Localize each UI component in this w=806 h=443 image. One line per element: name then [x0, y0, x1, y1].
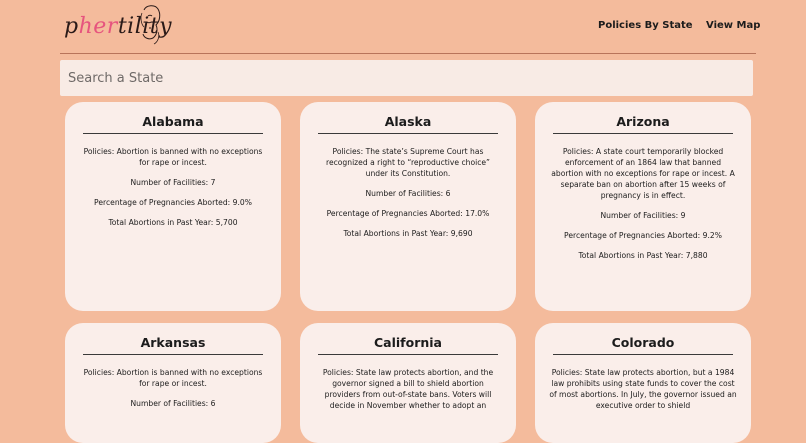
state-card-california[interactable]	[300, 323, 516, 443]
logo-wordmark: phertility	[64, 14, 173, 39]
state-name: Arizona	[553, 114, 733, 134]
facilities-row: Number of Facilities: 6	[365, 189, 451, 198]
state-name: California	[318, 335, 498, 355]
total-row: Total Abortions in Past Year: 5,700	[108, 218, 238, 227]
state-name: Alabama	[83, 114, 263, 134]
percentage-row: Percentage of Pregnancies Aborted: 17.0%	[326, 209, 490, 218]
state-card-alaska[interactable]	[300, 102, 516, 311]
facilities-row: Number of Facilities: 6	[130, 399, 216, 408]
state-card-arizona[interactable]	[535, 102, 751, 311]
woman-face-line-art-icon	[138, 4, 162, 46]
state-card-alabama[interactable]	[65, 102, 281, 311]
total-row: Total Abortions in Past Year: 7,880	[578, 251, 708, 260]
top-navigation-bar	[0, 0, 806, 54]
facilities-row: Number of Facilities: 7	[130, 178, 216, 187]
state-policy: Policies: A state court temporarily blocked enforcement of an 1864 law that banned abortion with no exceptions for rape or incest. A separate ban on abortion after 15 weeks of pregnancy is in effect.	[551, 147, 735, 200]
state-policy: Policies: Abortion is banned with no exceptions for rape or incest.	[83, 147, 263, 167]
state-policy: Policies: State law protects abortion, but a 1984 law prohibits using state funds to cover the cost of most abortions. In July, the governor issued an executive order to shield	[549, 368, 737, 410]
header-divider	[60, 53, 756, 54]
percentage-row: Percentage of Pregnancies Aborted: 9.2%	[564, 231, 722, 240]
state-name: Arkansas	[83, 335, 263, 355]
state-policy: Policies: The state’s Supreme Court has recognized a right to “reproductive choice” under its Constitution.	[325, 147, 490, 178]
state-card-arkansas[interactable]	[65, 323, 281, 443]
state-name: Colorado	[553, 335, 733, 355]
state-policy: Policies: State law protects abortion, and the governor signed a bill to shield abortion providers from out-of-state bans. Voters will decide in November whether to adopt an	[322, 368, 494, 410]
logo[interactable]	[62, 4, 173, 50]
total-row: Total Abortions in Past Year: 9,690	[343, 229, 473, 238]
percentage-row: Percentage of Pregnancies Aborted: 9.0%	[94, 198, 252, 207]
facilities-row: Number of Facilities: 9	[600, 211, 686, 220]
nav-policies-by-state[interactable]: Policies By State	[598, 20, 693, 31]
state-policy: Policies: Abortion is banned with no exceptions for rape or incest.	[83, 368, 263, 388]
nav-view-map[interactable]: View Map	[706, 20, 761, 31]
state-name: Alaska	[318, 114, 498, 134]
state-card-colorado[interactable]	[535, 323, 751, 443]
search-state-input[interactable]	[60, 60, 753, 96]
